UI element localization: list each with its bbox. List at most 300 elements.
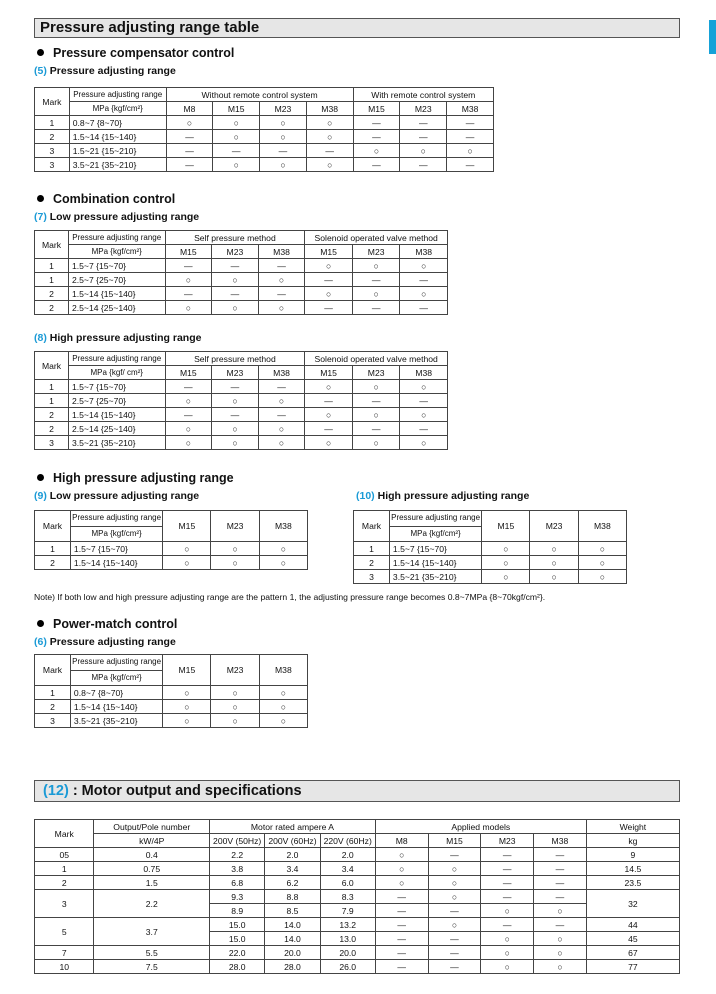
header-output: Output/Pole number [94,820,210,834]
value-cell: — [165,287,212,301]
ampere-cell: 8.5 [265,904,320,918]
table-header-row [35,88,494,102]
model-cell: ○ [481,932,534,946]
mark-cell: 5 [35,918,94,946]
value-cell: ○ [305,408,353,422]
value-cell: — [352,273,400,287]
value-cell: ○ [305,436,353,450]
mark-cell: 1 [35,862,94,876]
header-range-unit: MPa {kgf/cm²} [389,526,481,542]
ampere-cell: 8.9 [210,904,265,918]
range-cell: 3.5~21 {35~210} [70,714,162,728]
table-high-high [353,510,627,584]
value-cell: ○ [213,158,260,172]
ampere-cell: 3.8 [210,862,265,876]
value-cell: — [166,130,213,144]
value-cell: ○ [305,259,353,273]
range-cell: 0.8~7 {8~70} [70,686,162,700]
mark-cell: 2 [35,301,69,315]
model-cell: — [375,932,428,946]
range-cell: 1.5~14 {15~140} [70,556,162,570]
table-header-row [35,511,308,527]
mark-cell: 3 [35,436,69,450]
table-row [35,394,448,408]
value-cell: — [165,259,212,273]
model-cell: — [534,848,587,862]
range-cell: 2.5~7 {25~70} [68,273,165,287]
mark-cell: 1 [35,273,69,287]
table-row [35,946,680,960]
value-cell: ○ [260,130,307,144]
value-cell: ○ [259,714,307,728]
value-cell: ○ [163,686,211,700]
table-row [35,130,494,144]
table-row [35,542,308,556]
value-cell: ○ [353,144,400,158]
model-cell: ○ [534,932,587,946]
page-edge-tab [709,20,716,54]
header-range: Pressure adjusting range [70,655,162,671]
value-cell: ○ [166,116,213,130]
ampere-cell: 6.8 [210,876,265,890]
header-model: M38 [259,511,307,542]
header-range: Pressure adjusting range [389,511,481,527]
model-cell: — [534,862,587,876]
value-cell: ○ [213,130,260,144]
value-cell: ○ [400,287,448,301]
value-cell: ○ [482,570,530,584]
value-cell: ○ [578,570,626,584]
section-pressure-compensator: Pressure compensator control [37,46,234,60]
value-cell: — [352,394,400,408]
mark-cell: 2 [35,700,71,714]
mark-cell: 3 [35,144,70,158]
header-mark: Mark [35,88,70,116]
table-row [35,890,680,904]
header-group: Solenoid operated valve method [305,231,448,245]
value-cell: ○ [211,714,259,728]
section-power-match: Power-match control [37,617,177,631]
header-model: M15 [482,511,530,542]
header-weight-unit: kg [586,834,679,848]
table-comb-high [34,351,448,450]
header-model: M38 [447,102,494,116]
table-comb-low [34,230,448,315]
ampere-cell: 2.2 [210,848,265,862]
value-cell: ○ [530,556,578,570]
weight-cell: 23.5 [586,876,679,890]
header-model: M8 [166,102,213,116]
table-row [354,556,627,570]
header-range: Pressure adjusting range [69,88,166,102]
value-cell: — [447,116,494,130]
value-cell: ○ [306,130,353,144]
value-cell: ○ [163,714,211,728]
table-header-row [35,655,308,671]
weight-cell: 14.5 [586,862,679,876]
mark-cell: 1 [35,259,69,273]
mark-cell: 1 [35,686,71,700]
header-mark: Mark [35,820,94,848]
table-row [35,259,448,273]
model-cell: ○ [428,918,481,932]
header-model: M15 [165,245,212,259]
value-cell: — [447,158,494,172]
table-header-row [35,834,680,848]
range-cell: 0.8~7 {8~70} [69,116,166,130]
value-cell: — [306,144,353,158]
output-cell: 5.5 [94,946,210,960]
ampere-cell: 20.0 [265,946,320,960]
table-row [35,918,680,932]
table-header-row [35,366,448,380]
subsection-9: (9) Low pressure adjusting range [34,490,200,502]
page-title: Pressure adjusting range table [34,18,680,38]
value-cell: ○ [482,542,530,556]
range-cell: 1.5~14 {15~140} [68,287,165,301]
value-cell: — [212,380,259,394]
ampere-cell: 8.3 [320,890,375,904]
header-model: M23 [400,102,447,116]
table-row [35,422,448,436]
mark-cell: 1 [35,542,71,556]
header-model: M8 [375,834,428,848]
header-model: M38 [400,366,448,380]
value-cell: ○ [530,570,578,584]
header-mark: Mark [35,231,69,259]
header-output-unit: kW/4P [94,834,210,848]
mark-cell: 05 [35,848,94,862]
output-cell: 1.5 [94,876,210,890]
header-range: Pressure adjusting range [68,231,165,245]
value-cell: — [305,422,353,436]
table-row [35,408,448,422]
value-cell: — [305,273,353,287]
table-row [35,556,308,570]
model-cell: ○ [481,946,534,960]
value-cell: ○ [530,542,578,556]
table-motor [34,819,680,974]
subsection-8: (8) High pressure adjusting range [34,332,202,344]
note-text: Note) If both low and high pressure adjusting range are the pattern 1, the adjusting pressure range becomes 0.8~7MPa {8~70kgf/cm²}. [34,592,546,602]
header-model: M23 [530,511,578,542]
header-model: M38 [534,834,587,848]
ampere-cell: 2.0 [265,848,320,862]
header-model: M38 [306,102,353,116]
ampere-cell: 9.3 [210,890,265,904]
mark-cell: 2 [35,287,69,301]
model-cell: — [481,848,534,862]
model-cell: — [534,918,587,932]
value-cell: — [400,273,448,287]
value-cell: — [165,380,212,394]
table-row [35,273,448,287]
subsection-10: (10) High pressure adjusting range [356,490,530,502]
range-cell: 1.5~21 {15~210} [69,144,166,158]
value-cell: — [305,301,353,315]
mark-cell: 1 [354,542,390,556]
header-model: M15 [213,102,260,116]
table-row [35,116,494,130]
ampere-cell: 2.0 [320,848,375,862]
table-high-low [34,510,308,570]
table-row [35,144,494,158]
weight-cell: 44 [586,918,679,932]
model-cell: — [428,848,481,862]
value-cell: — [352,301,400,315]
model-cell: ○ [375,848,428,862]
model-cell: — [534,890,587,904]
value-cell: ○ [306,158,353,172]
table-row [354,542,627,556]
value-cell: — [400,130,447,144]
model-cell: — [375,960,428,974]
output-cell: 7.5 [94,960,210,974]
value-cell: — [166,144,213,158]
value-cell: ○ [165,394,212,408]
mark-cell: 3 [354,570,390,584]
header-range-unit: MPa {kgf/cm²} [68,245,165,259]
model-cell: ○ [428,862,481,876]
header-model: M23 [212,366,259,380]
range-cell: 1.5~7 {15~70} [68,259,165,273]
value-cell: ○ [352,436,400,450]
value-cell: — [258,380,305,394]
header-group: With remote control system [353,88,493,102]
header-mark: Mark [35,511,71,542]
header-weight: Weight [586,820,679,834]
value-cell: — [258,408,305,422]
header-model: M38 [400,245,448,259]
mark-cell: 2 [35,556,71,570]
value-cell: ○ [258,394,305,408]
ampere-cell: 3.4 [320,862,375,876]
ampere-cell: 13.0 [320,932,375,946]
value-cell: ○ [260,116,307,130]
header-model: M23 [481,834,534,848]
model-cell: — [375,904,428,918]
table-row [35,301,448,315]
value-cell: — [165,408,212,422]
mark-cell: 3 [35,890,94,918]
value-cell: ○ [259,556,307,570]
value-cell: ○ [260,158,307,172]
value-cell: — [400,116,447,130]
model-cell: — [481,876,534,890]
table-row [35,960,680,974]
section-combination: Combination control [37,192,175,206]
value-cell: ○ [163,556,211,570]
ampere-cell: 8.8 [265,890,320,904]
header-models: Applied models [375,820,586,834]
header-group: Without remote control system [166,88,353,102]
header-model: M15 [165,366,212,380]
value-cell: ○ [212,394,259,408]
motor-section-title: (12) : Motor output and specifications [34,780,680,802]
table-row [35,876,680,890]
model-cell: — [428,904,481,918]
table-row [35,700,308,714]
header-range-unit: MPa {kgf/cm²} [69,102,166,116]
value-cell: ○ [165,436,212,450]
model-cell: ○ [375,862,428,876]
header-group: Solenoid operated valve method [305,352,448,366]
mark-cell: 7 [35,946,94,960]
header-model: M23 [260,102,307,116]
table-row [35,848,680,862]
header-ampere: Motor rated ampere A [210,820,376,834]
value-cell: — [212,287,259,301]
value-cell: ○ [400,408,448,422]
mark-cell: 3 [35,714,71,728]
table-header-row [35,820,680,834]
mark-cell: 2 [35,422,69,436]
table-pm-range [34,654,308,728]
weight-cell: 67 [586,946,679,960]
ampere-cell: 28.0 [265,960,320,974]
ampere-cell: 6.0 [320,876,375,890]
model-cell: — [534,876,587,890]
header-voltage: 200V (60Hz) [265,834,320,848]
value-cell: ○ [165,273,212,287]
value-cell: ○ [211,700,259,714]
header-group: Self pressure method [165,352,305,366]
value-cell: ○ [352,287,400,301]
value-cell: — [400,301,448,315]
mark-cell: 1 [35,380,69,394]
value-cell: ○ [306,116,353,130]
range-cell: 2.5~14 {25~140} [68,422,165,436]
header-model: M23 [211,655,259,686]
header-model: M38 [258,366,305,380]
model-cell: — [481,862,534,876]
header-range-unit: MPa {kgf/cm²} [70,670,162,686]
value-cell: ○ [352,380,400,394]
range-cell: 2.5~7 {25~70} [68,394,165,408]
ampere-cell: 26.0 [320,960,375,974]
value-cell: ○ [482,556,530,570]
mark-cell: 2 [354,556,390,570]
table-header-row [354,511,627,527]
value-cell: — [447,130,494,144]
header-voltage: 220V (60Hz) [320,834,375,848]
subsection-7: (7) Low pressure adjusting range [34,211,200,223]
header-range-unit: MPa {kgf/ cm²} [68,366,165,380]
value-cell: ○ [400,380,448,394]
model-cell: ○ [428,890,481,904]
ampere-cell: 28.0 [210,960,265,974]
value-cell: — [353,116,400,130]
weight-cell: 9 [586,848,679,862]
mark-cell: 1 [35,116,70,130]
table-row [35,686,308,700]
value-cell: ○ [212,436,259,450]
range-cell: 3.5~21 {35~210} [69,158,166,172]
value-cell: — [353,130,400,144]
range-cell: 1.5~7 {15~70} [389,542,481,556]
value-cell: ○ [400,144,447,158]
header-model: M23 [212,245,259,259]
header-mark: Mark [35,655,71,686]
table-header-row [35,231,448,245]
header-mark: Mark [35,352,69,380]
mark-cell: 3 [35,158,70,172]
subsection-5: (5) Pressure adjusting range [34,65,176,77]
table-pc-range [34,87,494,172]
header-range: Pressure adjusting range [68,352,165,366]
header-model: M15 [353,102,400,116]
value-cell: ○ [212,273,259,287]
header-group: Self pressure method [165,231,305,245]
output-cell: 0.75 [94,862,210,876]
table-row [35,862,680,876]
section-high-pressure: High pressure adjusting range [37,471,234,485]
bullet-icon [37,474,44,481]
range-cell: 1.5~14 {15~140} [389,556,481,570]
ampere-cell: 22.0 [210,946,265,960]
ampere-cell: 14.0 [265,918,320,932]
value-cell: — [212,259,259,273]
value-cell: ○ [259,686,307,700]
range-cell: 2.5~14 {25~140} [68,301,165,315]
header-model: M38 [258,245,305,259]
value-cell: ○ [259,542,307,556]
bullet-icon [37,49,44,56]
value-cell: ○ [258,301,305,315]
value-cell: ○ [352,408,400,422]
value-cell: — [212,408,259,422]
model-cell: — [428,932,481,946]
model-cell: ○ [534,946,587,960]
ampere-cell: 15.0 [210,918,265,932]
value-cell: ○ [212,422,259,436]
range-cell: 3.5~21 {35~210} [68,436,165,450]
ampere-cell: 13.2 [320,918,375,932]
mark-cell: 10 [35,960,94,974]
value-cell: — [400,394,448,408]
value-cell: ○ [211,556,259,570]
header-model: M15 [428,834,481,848]
value-cell: — [258,259,305,273]
value-cell: ○ [163,700,211,714]
model-cell: — [428,946,481,960]
header-voltage: 200V (50Hz) [210,834,265,848]
model-cell: ○ [375,876,428,890]
value-cell: — [260,144,307,158]
value-cell: — [400,158,447,172]
value-cell: ○ [578,542,626,556]
output-cell: 3.7 [94,918,210,946]
header-model: M15 [305,245,353,259]
subsection-6: (6) Pressure adjusting range [34,636,176,648]
table-header-row [35,245,448,259]
header-model: M38 [259,655,307,686]
header-model: M15 [305,366,353,380]
table-row [354,570,627,584]
model-cell: ○ [534,904,587,918]
value-cell: ○ [259,700,307,714]
value-cell: ○ [305,380,353,394]
value-cell: ○ [400,436,448,450]
weight-cell: 32 [586,890,679,918]
range-cell: 1.5~7 {15~70} [68,380,165,394]
ampere-cell: 15.0 [210,932,265,946]
value-cell: ○ [352,259,400,273]
range-cell: 1.5~7 {15~70} [70,542,162,556]
value-cell: — [258,287,305,301]
table-row [35,287,448,301]
weight-cell: 77 [586,960,679,974]
